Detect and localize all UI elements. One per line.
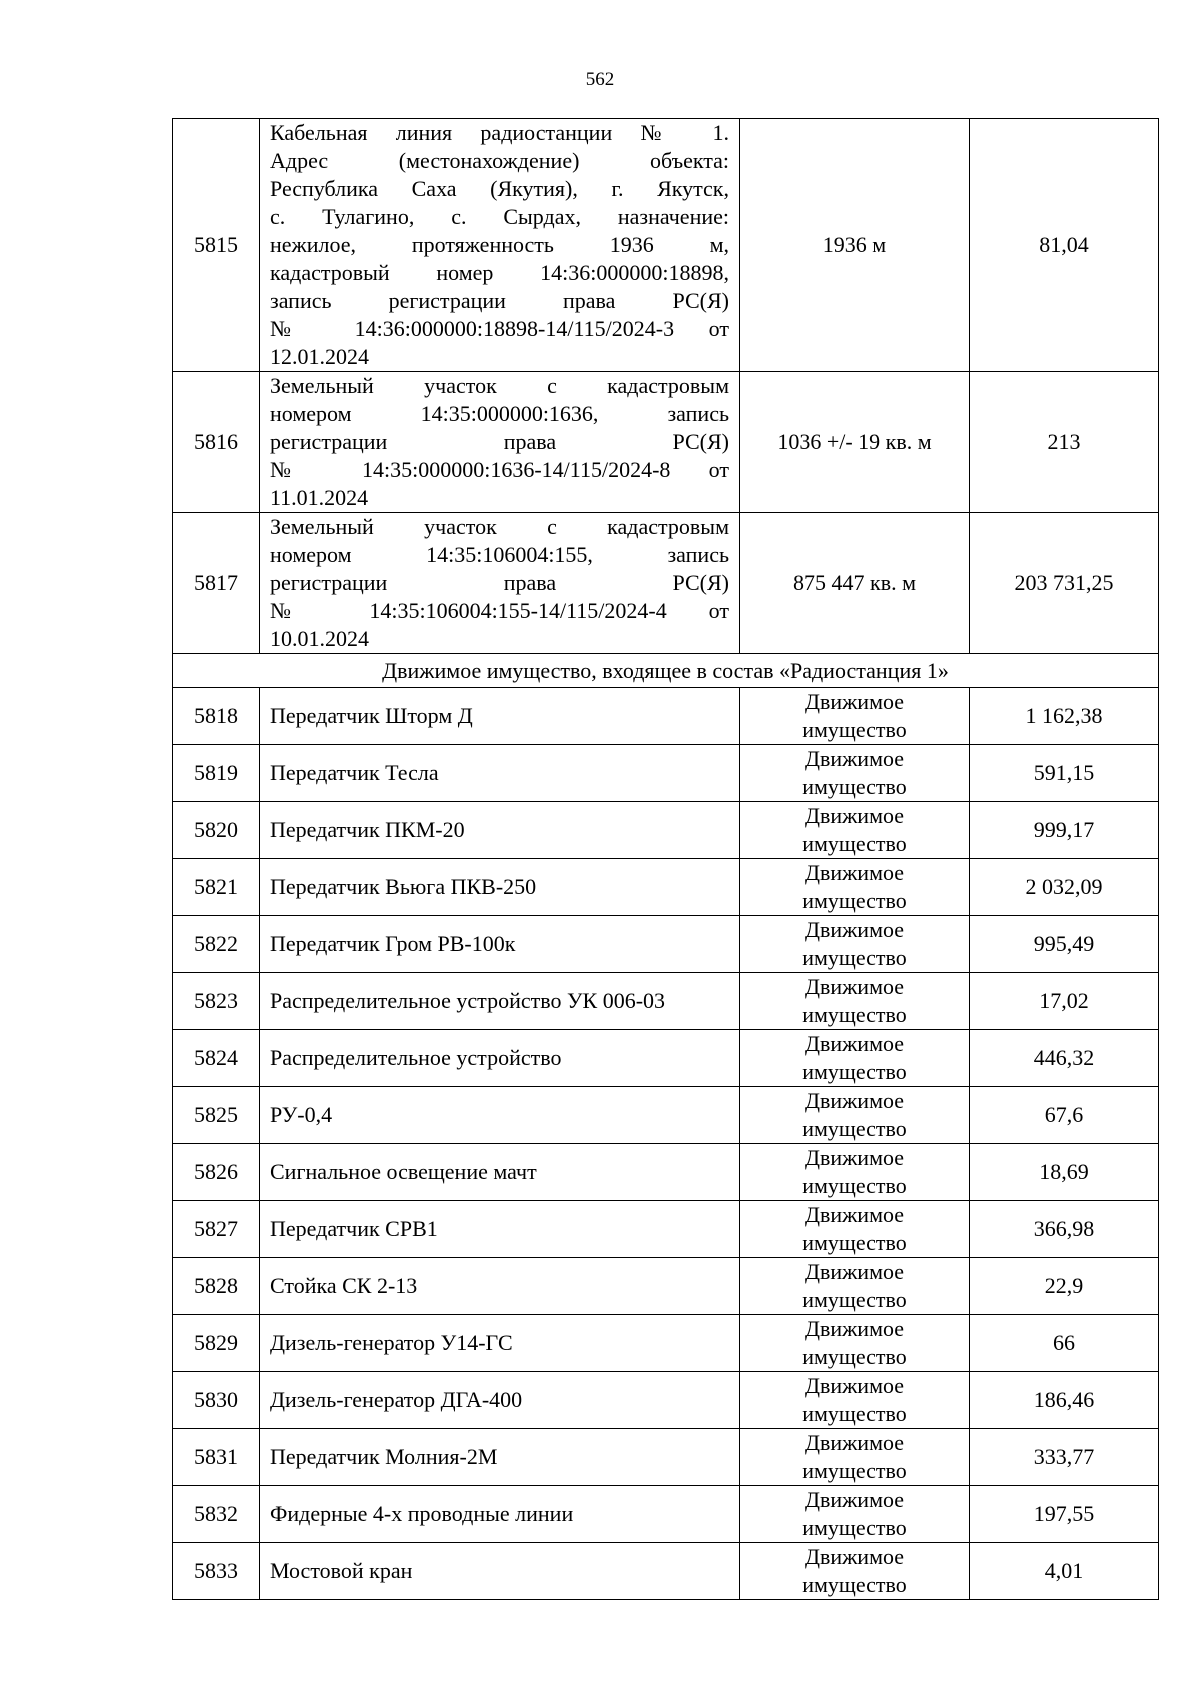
table-row	[173, 1144, 1159, 1201]
object-value: 366,98	[970, 1201, 1159, 1258]
description-line: Земельный участок с кадастровым	[270, 373, 729, 398]
row-number: 5816	[173, 372, 260, 513]
row-number: 5821	[173, 859, 260, 916]
object-name	[260, 1372, 740, 1429]
property-table-body	[173, 119, 1159, 1600]
object-name	[260, 1258, 740, 1315]
description-line: 11.01.2024	[270, 485, 369, 510]
row-number: 5830	[173, 1372, 260, 1429]
table-row	[173, 1201, 1159, 1258]
object-name-text: Передатчик ПКМ-20	[270, 817, 465, 842]
table-row	[173, 688, 1159, 745]
description-line: запись регистрации права РС(Я)	[270, 288, 729, 313]
description-line: номером 14:35:000000:1636, запись	[270, 401, 729, 426]
object-type-line: имущество	[802, 1287, 907, 1312]
object-name	[260, 973, 740, 1030]
object-type-line: Движимое	[804, 803, 905, 828]
object-type-line: Движимое	[804, 1373, 905, 1398]
row-number: 5822	[173, 916, 260, 973]
object-type	[740, 1429, 970, 1486]
object-type-line: имущество	[802, 1116, 907, 1141]
object-value: 213	[970, 372, 1159, 513]
description-line: № 14:35:000000:1636-14/115/2024-8 от	[270, 457, 729, 482]
object-name	[260, 688, 740, 745]
object-type-line: Движимое	[804, 746, 905, 771]
table-row	[173, 1087, 1159, 1144]
property-table	[172, 118, 1159, 1600]
object-type	[740, 688, 970, 745]
object-name-text: Передатчик Молния-2М	[270, 1444, 498, 1469]
description-line: № 14:35:106004:155-14/115/2024-4 от	[270, 598, 729, 623]
description-text	[270, 372, 729, 512]
description-line: регистрации права РС(Я)	[270, 570, 729, 595]
row-number: 5826	[173, 1144, 260, 1201]
object-type	[740, 802, 970, 859]
row-number: 5824	[173, 1030, 260, 1087]
object-description	[260, 372, 740, 513]
object-type	[740, 1030, 970, 1087]
object-value: 17,02	[970, 973, 1159, 1030]
section-title: Движимое имущество, входящее в состав «Радиостанция 1»	[173, 654, 1159, 688]
object-name	[260, 1201, 740, 1258]
table-row	[173, 1258, 1159, 1315]
row-number: 5818	[173, 688, 260, 745]
description-line: регистрации права РС(Я)	[270, 429, 729, 454]
row-number: 5825	[173, 1087, 260, 1144]
object-name-text: РУ-0,4	[270, 1102, 333, 1127]
object-type	[740, 1315, 970, 1372]
object-name-text: Передатчик Вьюга ПКВ-250	[270, 874, 537, 899]
object-type	[740, 859, 970, 916]
description-line: 10.01.2024	[270, 626, 369, 651]
object-type-line: Движимое	[804, 1487, 905, 1512]
object-type-line: имущество	[802, 1515, 907, 1540]
object-name	[260, 1429, 740, 1486]
object-name-text: Распределительное устройство	[270, 1045, 562, 1070]
object-name	[260, 916, 740, 973]
object-value: 18,69	[970, 1144, 1159, 1201]
object-area: 1936 м	[740, 119, 970, 372]
object-name	[260, 1087, 740, 1144]
table-row	[173, 1372, 1159, 1429]
object-type-line: Движимое	[804, 1430, 905, 1455]
object-value: 2 032,09	[970, 859, 1159, 916]
object-type-line: имущество	[802, 1401, 907, 1426]
object-value: 999,17	[970, 802, 1159, 859]
table-row	[173, 802, 1159, 859]
row-number: 5828	[173, 1258, 260, 1315]
object-value: 1 162,38	[970, 688, 1159, 745]
object-area: 1036 +/- 19 кв. м	[740, 372, 970, 513]
object-name-text: Дизель-генератор У14-ГС	[270, 1330, 513, 1355]
object-value: 333,77	[970, 1429, 1159, 1486]
object-name-text: Сигнальное освещение мачт	[270, 1159, 537, 1184]
object-type	[740, 916, 970, 973]
description-text	[270, 119, 729, 371]
object-value: 81,04	[970, 119, 1159, 372]
object-type-line: имущество	[802, 1059, 907, 1084]
description-line: № 14:36:000000:18898-14/115/2024-3 от	[270, 316, 729, 341]
row-number: 5832	[173, 1486, 260, 1543]
object-type-line: Движимое	[804, 1202, 905, 1227]
object-type-line: имущество	[802, 945, 907, 970]
object-type	[740, 1486, 970, 1543]
description-line: нежилое, протяженность 1936 м,	[270, 232, 729, 257]
object-type-line: Движимое	[804, 860, 905, 885]
object-type-line: Движимое	[804, 689, 905, 714]
object-type	[740, 1087, 970, 1144]
description-line: кадастровый номер 14:36:000000:18898,	[270, 260, 729, 285]
object-type-line: имущество	[802, 1230, 907, 1255]
object-value: 4,01	[970, 1543, 1159, 1600]
object-type	[740, 1258, 970, 1315]
object-type-line: имущество	[802, 1572, 907, 1597]
object-name-text: Передатчик Тесла	[270, 760, 439, 785]
table-row	[173, 1315, 1159, 1372]
table-row	[173, 745, 1159, 802]
description-line: Республика Саха (Якутия), г. Якутск,	[270, 176, 729, 201]
object-value: 66	[970, 1315, 1159, 1372]
object-name-text: Стойка СК 2-13	[270, 1273, 418, 1298]
object-type-line: имущество	[802, 1458, 907, 1483]
object-type-line: Движимое	[804, 1145, 905, 1170]
row-number: 5827	[173, 1201, 260, 1258]
object-value: 186,46	[970, 1372, 1159, 1429]
object-type	[740, 745, 970, 802]
object-value: 446,32	[970, 1030, 1159, 1087]
table-row	[173, 1543, 1159, 1600]
row-number: 5820	[173, 802, 260, 859]
section-header-row	[173, 654, 1159, 688]
object-name	[260, 1315, 740, 1372]
object-name-text: Передатчик Гром РВ-100к	[270, 931, 516, 956]
object-value: 995,49	[970, 916, 1159, 973]
object-type-line: Движимое	[804, 1544, 905, 1569]
description-line: с. Тулагино, с. Сырдах, назначение:	[270, 204, 729, 229]
object-name	[260, 1030, 740, 1087]
object-type-line: Движимое	[804, 1031, 905, 1056]
page-number: 562	[585, 69, 615, 90]
table-row	[173, 372, 1159, 513]
object-name-text: Фидерные 4-х проводные линии	[270, 1501, 574, 1526]
row-number: 5829	[173, 1315, 260, 1372]
object-name-text: Дизель-генератор ДГА-400	[270, 1387, 523, 1412]
object-type-line: Движимое	[804, 1259, 905, 1284]
object-type-line: имущество	[802, 717, 907, 742]
object-type-line: имущество	[802, 888, 907, 913]
object-name	[260, 1144, 740, 1201]
object-type-line: Движимое	[804, 1316, 905, 1341]
row-number: 5833	[173, 1543, 260, 1600]
object-type-line: Движимое	[804, 917, 905, 942]
object-value: 203 731,25	[970, 513, 1159, 654]
object-name-text: Передатчик СРВ1	[270, 1216, 438, 1241]
table-row	[173, 513, 1159, 654]
object-type-line: Движимое	[804, 1088, 905, 1113]
object-type-line: Движимое	[804, 974, 905, 999]
object-name	[260, 745, 740, 802]
table-row	[173, 1486, 1159, 1543]
row-number: 5831	[173, 1429, 260, 1486]
table-row	[173, 916, 1159, 973]
object-value: 22,9	[970, 1258, 1159, 1315]
object-type	[740, 1144, 970, 1201]
description-line: Адрес (местонахождение) объекта:	[270, 148, 729, 173]
table-row	[173, 973, 1159, 1030]
description-line: номером 14:35:106004:155, запись	[270, 542, 729, 567]
object-name	[260, 1486, 740, 1543]
row-number: 5819	[173, 745, 260, 802]
object-value: 591,15	[970, 745, 1159, 802]
object-name	[260, 859, 740, 916]
object-type	[740, 1543, 970, 1600]
description-line: Земельный участок с кадастровым	[270, 514, 729, 539]
object-type	[740, 1201, 970, 1258]
description-text	[270, 513, 729, 653]
object-type-line: имущество	[802, 1002, 907, 1027]
object-area: 875 447 кв. м	[740, 513, 970, 654]
object-name-text: Распределительное устройство УК 006-03	[270, 988, 666, 1013]
object-type	[740, 973, 970, 1030]
object-description	[260, 513, 740, 654]
object-type-line: имущество	[802, 1344, 907, 1369]
object-name-text: Передатчик Шторм Д	[270, 703, 473, 728]
object-type-line: имущество	[802, 1173, 907, 1198]
table-row	[173, 119, 1159, 372]
row-number: 5815	[173, 119, 260, 372]
object-name	[260, 802, 740, 859]
row-number: 5823	[173, 973, 260, 1030]
object-value: 197,55	[970, 1486, 1159, 1543]
row-number: 5817	[173, 513, 260, 654]
description-line: Кабельная линия радиостанции № 1.	[270, 120, 729, 145]
object-name	[260, 1543, 740, 1600]
table-row	[173, 859, 1159, 916]
object-value: 67,6	[970, 1087, 1159, 1144]
object-type-line: имущество	[802, 774, 907, 799]
object-name-text: Мостовой кран	[270, 1558, 413, 1583]
object-type	[740, 1372, 970, 1429]
description-line: 12.01.2024	[270, 344, 369, 369]
table-row	[173, 1030, 1159, 1087]
object-type-line: имущество	[802, 831, 907, 856]
object-description	[260, 119, 740, 372]
table-row	[173, 1429, 1159, 1486]
